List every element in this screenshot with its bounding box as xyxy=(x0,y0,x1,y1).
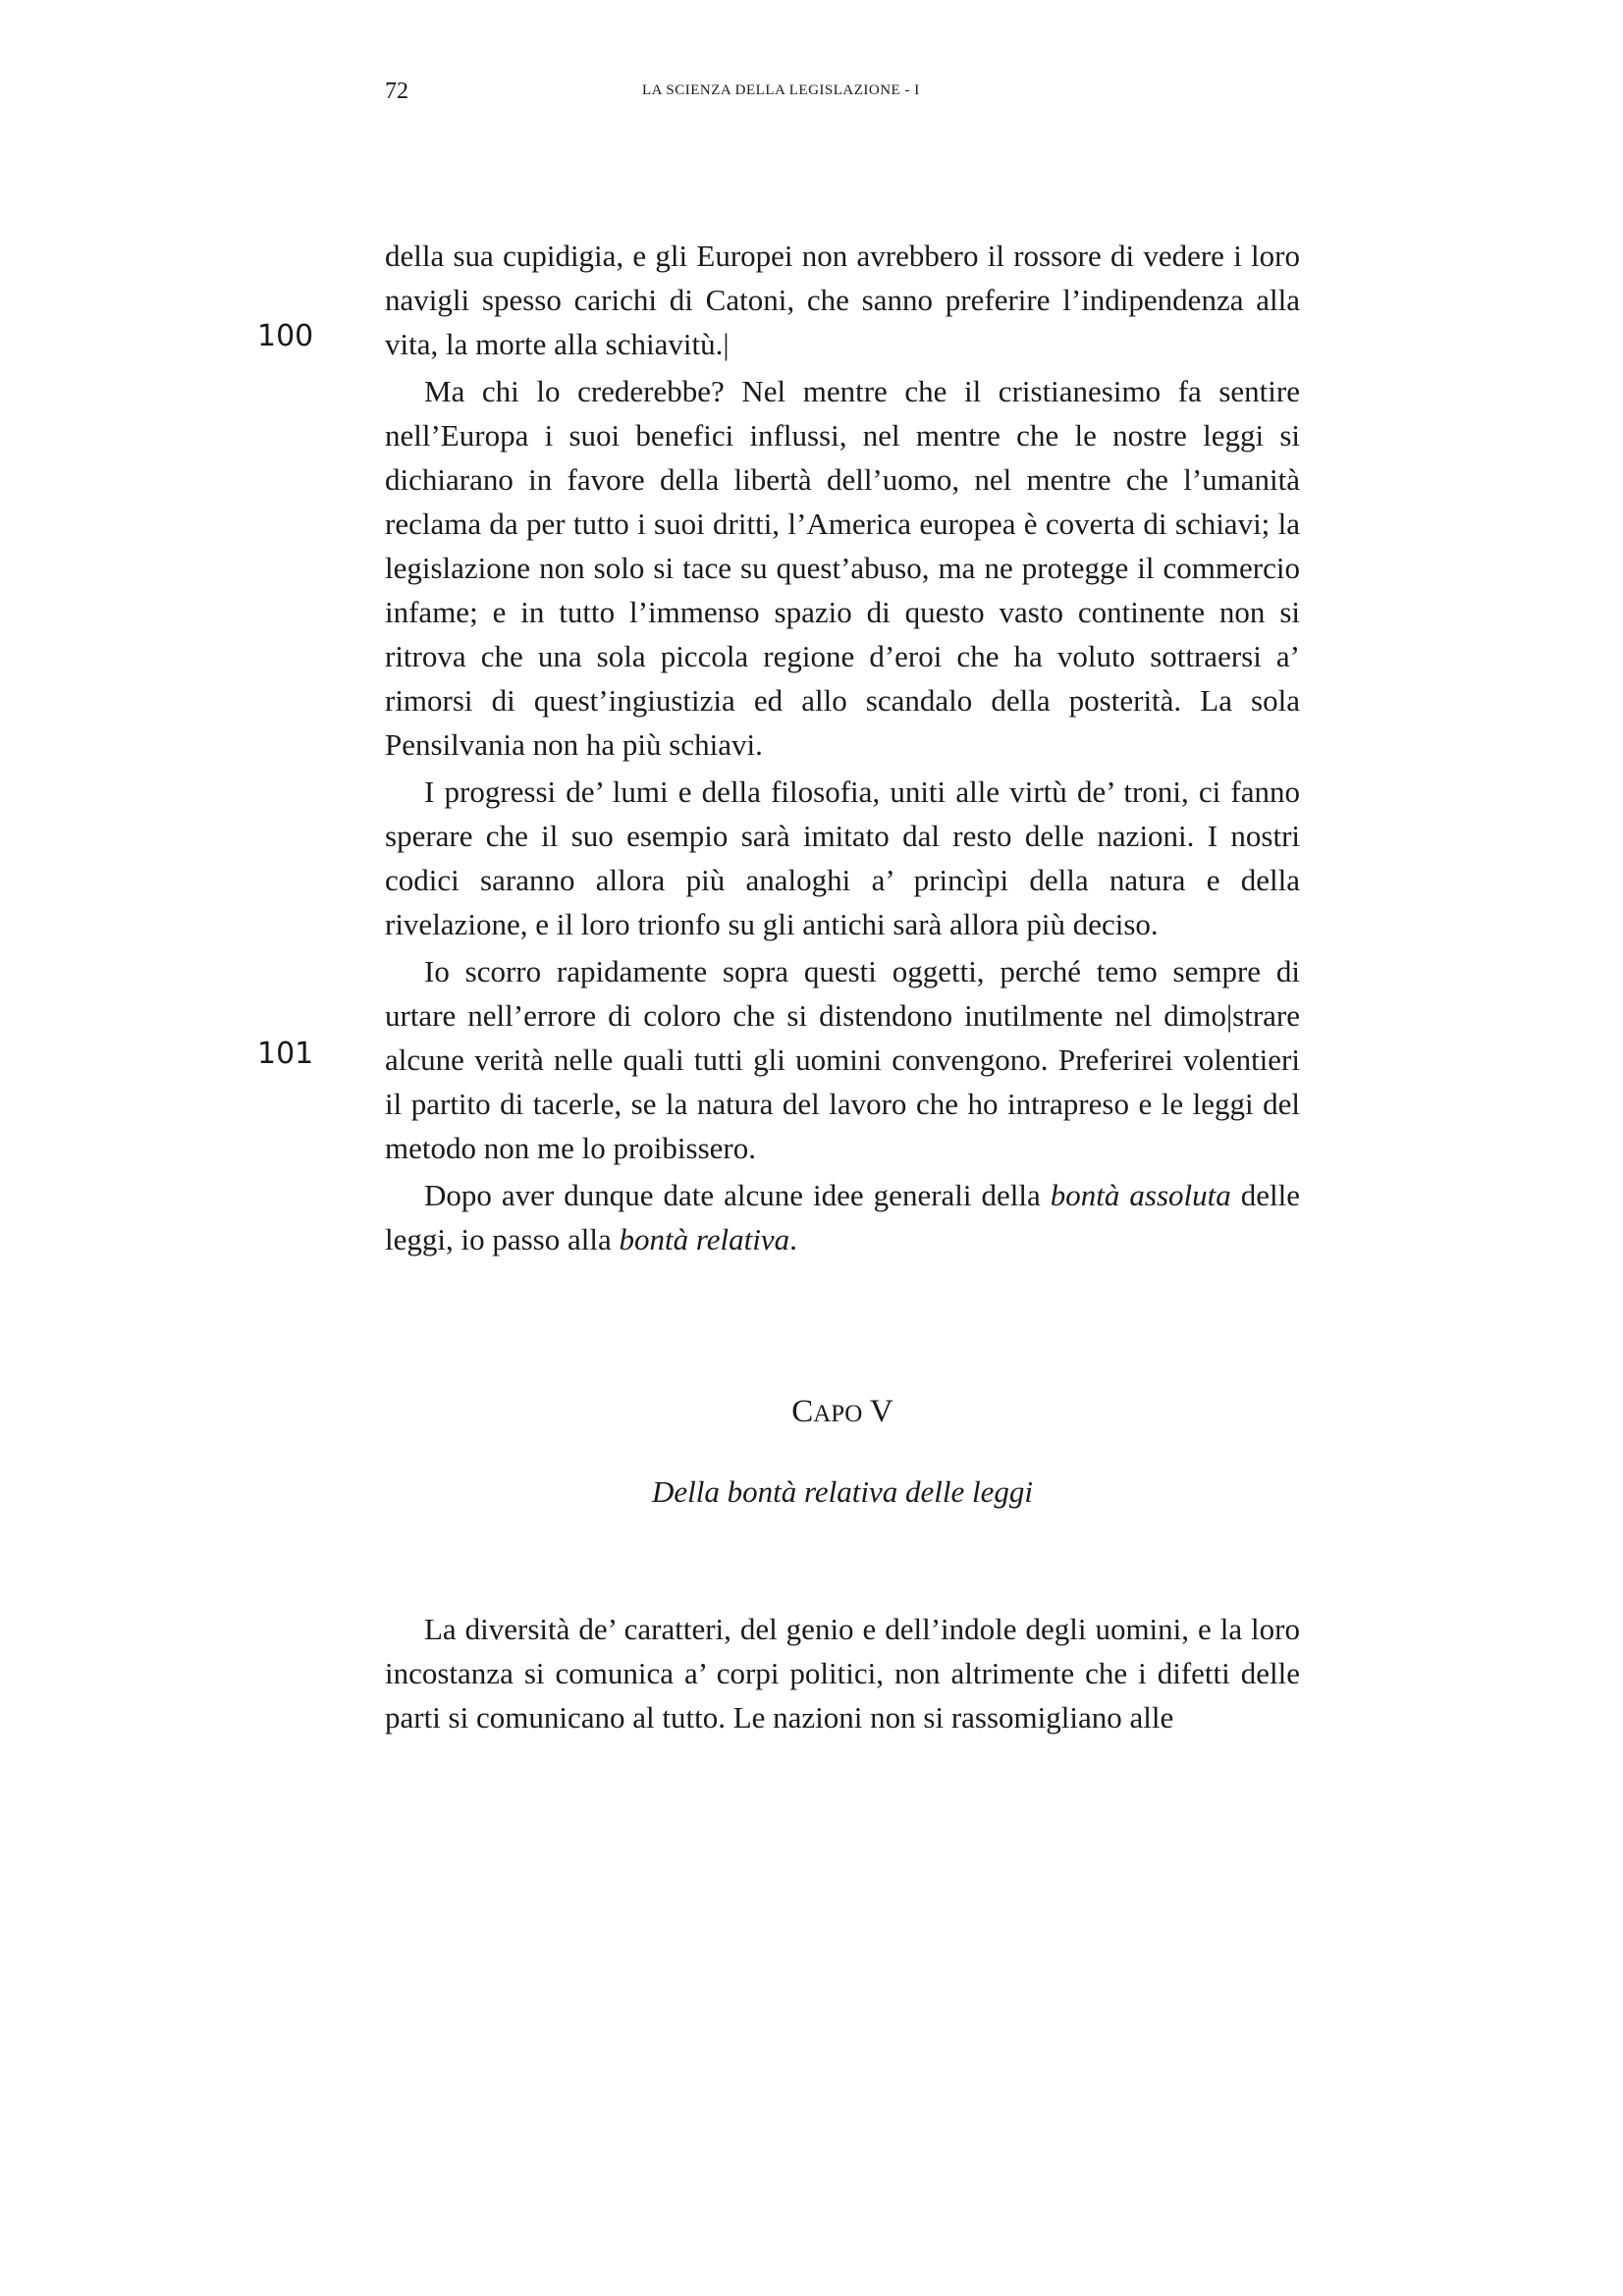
italic-term: bontà relativa xyxy=(619,1222,790,1256)
chapter-title xyxy=(385,1394,1300,1430)
paragraph: La diversità de’ caratteri, del genio e dell’indole degli uomini, e la loro incostanza si comunica a’ corpi politici, non altrimente che i difetti delle parti si comunicano al tutto. Le nazioni non si rassomigliano alle xyxy=(385,1612,1300,1735)
body-text-chapter xyxy=(385,1607,1300,1742)
text-run: . xyxy=(789,1222,797,1256)
margin-page-number: 100 xyxy=(257,319,314,353)
text-run: Dopo aver dunque date alcune idee generali della xyxy=(424,1178,1051,1212)
paragraph: della sua cupidigia, e gli Europei non avrebbero il rossore di vedere i loro navigli spesso carichi di Catoni, che sanno preferire l’indipendenza alla vita, la morte alla schiavitù.| xyxy=(385,239,1300,361)
chapter-subtitle: Della bontà relativa delle leggi xyxy=(652,1474,1033,1509)
text-run: delle leggi, io passo alla xyxy=(385,1178,1301,1256)
margin-page-number: 101 xyxy=(257,1037,314,1071)
paragraph: Io scorro rapidamente sopra questi oggetti, perché temo sempre di urtare nell’errore di coloro che si distendono inutilmente nel dimo|strare alcune verità nelle quali tutti gli uomini convengono. Preferirei volentieri il partito di tacerle, se la natura del lavoro che ho intrapreso e le leggi del metodo non me lo proibissero. xyxy=(385,954,1300,1165)
page-number: 72 xyxy=(385,79,408,104)
chapter-title-smallcaps: APO xyxy=(813,1401,863,1427)
chapter-title-initial: C xyxy=(791,1394,814,1429)
paragraph: I progressi de’ lumi e della filosofia, uniti alle virtù de’ troni, ci fanno sperare che il suo esempio sarà imitato dal resto delle nazioni. I nostri codici saranno allora più analoghi a’ princìpi della natura e della rivelazione, e il loro trionfo su gli antichi sarà allora più deciso. xyxy=(385,774,1300,941)
italic-term: bontà assoluta xyxy=(1050,1178,1231,1212)
running-title: LA SCIENZA DELLA LEGISLAZIONE - I xyxy=(642,82,920,98)
paragraph: Ma chi lo crederebbe? Nel mentre che il cristianesimo fa sentire nell’Europa i suoi benefici influssi, nel mentre che le nostre leggi si dichiarano in favore della libertà dell’uomo, nel mentre che l’umanità reclama da per tutto i suoi dritti, l’America europea è coverta di schiavi; la legislazione non solo si tace su quest’abuso, ma ne protegge il commercio infame; e in tutto l’immenso spazio di questo vasto continente non si ritrova che una sola piccola regione d’eroi che ha voluto sottraersi a’ rimorsi di quest’ingiustizia ed allo scandalo della posterità. La sola Pensilvania non ha più schiavi. xyxy=(385,374,1300,762)
body-text-top xyxy=(385,234,1300,1264)
chapter-title-numeral: V xyxy=(862,1394,893,1429)
running-head xyxy=(385,79,1300,108)
paragraph xyxy=(385,1173,1300,1261)
